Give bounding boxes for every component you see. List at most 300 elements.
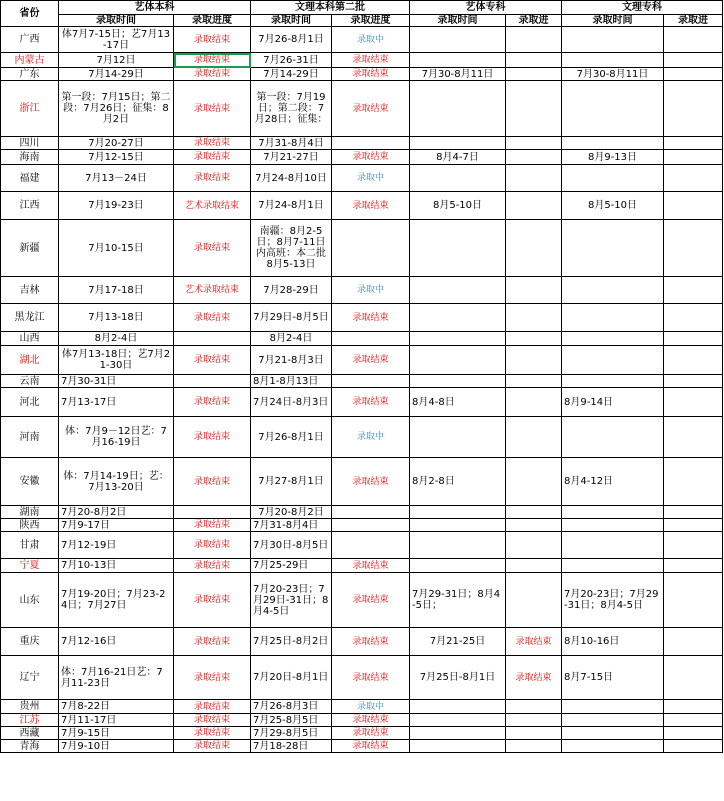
status-text: 录取结束 [352, 355, 389, 365]
progress-cell[interactable] [174, 727, 251, 740]
progress-cell[interactable] [174, 53, 251, 68]
status-text: 录取结束 [193, 355, 230, 365]
time-cell[interactable]: 8月2-4日 [59, 332, 174, 346]
table-row [1, 346, 723, 375]
progress-cell[interactable] [174, 532, 251, 559]
progress-cell[interactable] [664, 137, 723, 150]
time-cell[interactable]: 8月9-13日 [562, 150, 664, 165]
time-cell[interactable] [562, 532, 664, 559]
province-cell[interactable]: 云南 [1, 375, 59, 388]
time-cell[interactable]: 7月21-27日 [251, 150, 332, 165]
progress-cell[interactable] [664, 220, 723, 277]
header-group-arts-sci-batch2[interactable]: 文理本科第二批 [251, 1, 410, 15]
time-cell[interactable] [562, 714, 664, 727]
progress-cell[interactable] [506, 417, 562, 458]
time-cell[interactable] [562, 165, 664, 192]
province-cell[interactable]: 内蒙古 [1, 53, 59, 68]
progress-cell[interactable] [506, 700, 562, 714]
status-text: 录取结束 [352, 715, 389, 725]
province-cell[interactable]: 海南 [1, 150, 59, 165]
header-time[interactable]: 录取时间 [562, 15, 664, 27]
time-cell[interactable] [410, 165, 506, 192]
time-cell[interactable]: 7月24-8月1日 [251, 192, 332, 220]
time-cell[interactable] [562, 506, 664, 519]
header-progress[interactable]: 录取进 [506, 15, 562, 27]
progress-cell[interactable] [506, 573, 562, 628]
time-cell[interactable] [410, 27, 506, 53]
time-cell[interactable]: 7月27-8月1日 [251, 458, 332, 506]
table-row [1, 304, 723, 332]
status-text: 录取结束 [193, 55, 230, 65]
table-row [1, 519, 723, 532]
time-cell[interactable]: 7月19-20日；7月23-24日；7月27日 [59, 573, 174, 628]
time-cell[interactable]: 8月5-10日 [410, 192, 506, 220]
time-cell[interactable]: 7月12日 [59, 53, 174, 68]
progress-cell[interactable] [506, 53, 562, 68]
time-cell[interactable] [562, 519, 664, 532]
province-cell[interactable]: 四川 [1, 137, 59, 150]
progress-cell[interactable] [332, 519, 410, 532]
time-cell[interactable]: 7月25日-8月2日 [251, 628, 332, 656]
time-cell[interactable] [410, 559, 506, 573]
progress-cell[interactable] [506, 532, 562, 559]
progress-cell[interactable] [664, 417, 723, 458]
time-cell[interactable] [562, 332, 664, 346]
table-row [1, 714, 723, 727]
province-cell[interactable]: 广西 [1, 27, 59, 53]
progress-cell[interactable] [332, 458, 410, 506]
time-cell[interactable] [562, 220, 664, 277]
status-text: 录取结束 [352, 55, 389, 65]
progress-cell[interactable] [506, 458, 562, 506]
progress-cell[interactable] [174, 506, 251, 519]
time-cell[interactable] [410, 519, 506, 532]
time-cell[interactable]: 7月18-28日 [251, 740, 332, 753]
progress-cell[interactable] [664, 740, 723, 753]
progress-cell[interactable] [506, 81, 562, 137]
time-cell[interactable]: 8月7-15日 [562, 656, 664, 700]
progress-cell[interactable] [174, 150, 251, 165]
progress-cell[interactable] [664, 727, 723, 740]
progress-cell[interactable] [506, 375, 562, 388]
progress-cell[interactable] [332, 68, 410, 81]
time-cell[interactable]: 7月25日-8月1日 [410, 656, 506, 700]
province-cell[interactable]: 黑龙江 [1, 304, 59, 332]
time-cell[interactable] [562, 740, 664, 753]
province-cell[interactable]: 浙江 [1, 81, 59, 137]
progress-cell[interactable] [332, 375, 410, 388]
time-cell[interactable]: 7月20-27日 [59, 137, 174, 150]
status-text: 录取结束 [193, 701, 230, 712]
progress-cell[interactable] [332, 332, 410, 346]
time-cell[interactable]: 第一段：7月19日；第二段：7月28日；征集： [251, 81, 332, 137]
time-cell[interactable]: 7月21-25日 [410, 628, 506, 656]
progress-cell[interactable] [506, 559, 562, 573]
time-cell[interactable]: 7月26-8月1日 [251, 27, 332, 53]
time-cell[interactable]: 7月19-23日 [59, 192, 174, 220]
header-progress[interactable]: 录取进度 [332, 15, 410, 27]
time-cell[interactable]: 7月13－24日 [59, 165, 174, 192]
status-text: 录取结束 [193, 69, 230, 79]
progress-cell[interactable] [664, 628, 723, 656]
header-time[interactable]: 录取时间 [410, 15, 506, 27]
time-cell[interactable]: 7月28-29日 [251, 277, 332, 304]
progress-cell[interactable] [174, 656, 251, 700]
progress-cell[interactable] [664, 532, 723, 559]
province-cell[interactable]: 河南 [1, 417, 59, 458]
table-row [1, 700, 723, 714]
time-cell[interactable] [410, 220, 506, 277]
time-cell[interactable] [562, 53, 664, 68]
progress-cell[interactable] [174, 220, 251, 277]
progress-cell[interactable] [174, 375, 251, 388]
progress-cell[interactable] [664, 700, 723, 714]
progress-cell[interactable] [332, 714, 410, 727]
progress-cell[interactable] [174, 137, 251, 150]
time-cell[interactable]: 7月30-8月11日 [410, 68, 506, 81]
status-text: 录取中 [356, 701, 384, 712]
province-cell[interactable]: 福建 [1, 165, 59, 192]
progress-cell[interactable] [332, 220, 410, 277]
progress-cell[interactable] [174, 81, 251, 137]
progress-cell[interactable] [506, 137, 562, 150]
header-province[interactable]: 省份 [1, 1, 59, 27]
time-cell[interactable]: 7月26-8月1日 [251, 417, 332, 458]
province-cell[interactable]: 陕西 [1, 519, 59, 532]
status-text: 艺术录取结束 [184, 200, 239, 211]
progress-cell[interactable] [506, 27, 562, 53]
progress-cell[interactable] [332, 304, 410, 332]
time-cell[interactable]: 7月12-15日 [59, 150, 174, 165]
time-cell[interactable]: 7月10-13日 [59, 559, 174, 573]
time-cell[interactable]: 7月20-23日；7月29-31日；8月4-5日 [562, 573, 664, 628]
progress-cell[interactable] [174, 458, 251, 506]
time-cell[interactable]: 7月29-31日；8月4-5日； [410, 573, 506, 628]
progress-cell[interactable] [506, 346, 562, 375]
time-cell[interactable] [410, 417, 506, 458]
time-cell[interactable] [562, 700, 664, 714]
progress-cell[interactable] [664, 277, 723, 304]
table-row [1, 375, 723, 388]
progress-cell[interactable] [174, 332, 251, 346]
time-cell[interactable]: 体7月7-15日；艺7月13-17日 [59, 27, 174, 53]
progress-cell[interactable] [332, 27, 410, 53]
progress-cell[interactable] [664, 559, 723, 573]
time-cell[interactable]: 7月9-17日 [59, 519, 174, 532]
time-cell[interactable] [410, 53, 506, 68]
table-row [1, 656, 723, 700]
time-cell[interactable] [562, 277, 664, 304]
time-cell[interactable]: 7月9-15日 [59, 727, 174, 740]
progress-cell[interactable] [664, 68, 723, 81]
time-cell[interactable]: 7月25-8月5日 [251, 714, 332, 727]
progress-cell[interactable] [174, 277, 251, 304]
time-cell[interactable]: 7月20-23日；7月29日-31日；8月4-5日 [251, 573, 332, 628]
province-cell[interactable]: 吉林 [1, 277, 59, 304]
progress-cell[interactable] [332, 573, 410, 628]
progress-cell[interactable] [664, 150, 723, 165]
time-cell[interactable]: 7月26-31日 [251, 53, 332, 68]
progress-cell[interactable] [332, 192, 410, 220]
status-text: 录取结束 [352, 636, 389, 647]
progress-cell[interactable] [174, 519, 251, 532]
progress-cell[interactable] [664, 375, 723, 388]
progress-cell[interactable] [174, 68, 251, 81]
province-cell[interactable]: 青海 [1, 740, 59, 753]
progress-cell[interactable] [664, 388, 723, 417]
progress-cell[interactable] [506, 727, 562, 740]
time-cell[interactable]: 7月26-8月3日 [251, 700, 332, 714]
progress-cell[interactable] [664, 81, 723, 137]
progress-cell[interactable] [332, 740, 410, 753]
time-cell[interactable] [562, 727, 664, 740]
progress-cell[interactable] [664, 192, 723, 220]
progress-cell[interactable] [506, 220, 562, 277]
progress-cell[interactable] [174, 740, 251, 753]
progress-cell[interactable] [332, 727, 410, 740]
time-cell[interactable]: 7月30日-8月5日 [251, 532, 332, 559]
province-cell[interactable]: 重庆 [1, 628, 59, 656]
progress-cell[interactable] [174, 346, 251, 375]
time-cell[interactable]: 7月11-17日 [59, 714, 174, 727]
status-text: 录取结束 [352, 672, 389, 683]
progress-cell[interactable] [664, 346, 723, 375]
progress-cell[interactable] [506, 304, 562, 332]
progress-cell[interactable] [332, 559, 410, 573]
time-cell[interactable] [410, 277, 506, 304]
province-cell[interactable]: 江苏 [1, 714, 59, 727]
time-cell[interactable] [410, 375, 506, 388]
province-cell[interactable]: 宁夏 [1, 559, 59, 573]
time-cell[interactable] [410, 81, 506, 137]
status-text: 艺术录取结束 [184, 285, 239, 295]
time-cell[interactable] [410, 137, 506, 150]
progress-cell[interactable] [506, 628, 562, 656]
province-cell[interactable]: 安徽 [1, 458, 59, 506]
time-cell[interactable]: 7月30-8月11日 [562, 68, 664, 81]
time-cell[interactable]: 7月8-22日 [59, 700, 174, 714]
progress-cell[interactable] [506, 519, 562, 532]
progress-cell[interactable] [174, 27, 251, 53]
header-time[interactable]: 录取时间 [59, 15, 174, 27]
header-group-art-college[interactable]: 艺体专科 [410, 1, 562, 15]
time-cell[interactable]: 7月29日-8月5日 [251, 304, 332, 332]
progress-cell[interactable] [506, 388, 562, 417]
progress-cell[interactable] [506, 192, 562, 220]
progress-cell[interactable] [664, 165, 723, 192]
progress-cell[interactable] [506, 656, 562, 700]
table-row [1, 165, 723, 192]
province-cell[interactable]: 湖南 [1, 506, 59, 519]
time-cell[interactable] [410, 740, 506, 753]
time-cell[interactable]: 7月24日-8月3日 [251, 388, 332, 417]
time-cell[interactable]: 8月2-4日 [251, 332, 332, 346]
time-cell[interactable]: 7月12-16日 [59, 628, 174, 656]
time-cell[interactable] [410, 532, 506, 559]
progress-cell[interactable] [332, 656, 410, 700]
status-text: 录取结束 [193, 560, 230, 571]
progress-cell[interactable] [174, 388, 251, 417]
time-cell[interactable]: 8月5-10日 [562, 192, 664, 220]
progress-cell[interactable] [506, 740, 562, 753]
progress-cell[interactable] [506, 506, 562, 519]
status-text: 录取结束 [193, 397, 230, 407]
province-cell[interactable]: 江西 [1, 192, 59, 220]
time-cell[interactable]: 8月9-14日 [562, 388, 664, 417]
time-cell[interactable]: 7月30-31日 [59, 375, 174, 388]
progress-cell[interactable] [664, 573, 723, 628]
progress-cell[interactable] [174, 700, 251, 714]
time-cell[interactable] [562, 375, 664, 388]
province-cell[interactable]: 西藏 [1, 727, 59, 740]
time-cell[interactable]: 8月4-8日 [410, 388, 506, 417]
progress-cell[interactable] [332, 81, 410, 137]
time-cell[interactable] [562, 304, 664, 332]
time-cell[interactable]: 8月1-8月13日 [251, 375, 332, 388]
time-cell[interactable] [410, 346, 506, 375]
time-cell[interactable]: 7月29-8月5日 [251, 727, 332, 740]
progress-cell[interactable] [506, 277, 562, 304]
province-cell[interactable]: 贵州 [1, 700, 59, 714]
status-text: 录取结束 [352, 152, 389, 162]
progress-cell[interactable] [332, 417, 410, 458]
time-cell[interactable]: 7月17-18日 [59, 277, 174, 304]
time-cell[interactable]: 7月25-29日 [251, 559, 332, 573]
table-row [1, 417, 723, 458]
time-cell[interactable]: 7月20-8月2日 [59, 506, 174, 519]
progress-cell[interactable] [664, 458, 723, 506]
time-cell[interactable]: 7月12-19日 [59, 532, 174, 559]
time-cell[interactable] [410, 332, 506, 346]
progress-cell[interactable] [664, 304, 723, 332]
time-cell[interactable]: 8月10-16日 [562, 628, 664, 656]
progress-cell[interactable] [332, 150, 410, 165]
time-cell[interactable]: 7月10-15日 [59, 220, 174, 277]
progress-cell[interactable] [506, 332, 562, 346]
progress-cell[interactable] [664, 27, 723, 53]
header-time[interactable]: 录取时间 [251, 15, 332, 27]
time-cell[interactable] [410, 727, 506, 740]
time-cell[interactable]: 7月13-17日 [59, 388, 174, 417]
time-cell[interactable]: 7月21-8月3日 [251, 346, 332, 375]
progress-cell[interactable] [664, 519, 723, 532]
time-cell[interactable] [562, 137, 664, 150]
table-row [1, 559, 723, 573]
status-text: 录取结束 [515, 672, 552, 683]
time-cell[interactable] [562, 81, 664, 137]
time-cell[interactable]: 7月20日-8月1日 [251, 656, 332, 700]
time-cell[interactable] [562, 559, 664, 573]
province-cell[interactable]: 甘肃 [1, 532, 59, 559]
time-cell[interactable]: 7月24-8月10日 [251, 165, 332, 192]
time-cell[interactable] [562, 346, 664, 375]
progress-cell[interactable] [664, 332, 723, 346]
table-row [1, 150, 723, 165]
progress-cell[interactable] [332, 277, 410, 304]
time-cell[interactable]: 7月14-29日 [59, 68, 174, 81]
header-group-art-undergrad[interactable]: 艺体本科 [59, 1, 251, 15]
time-cell[interactable] [410, 700, 506, 714]
status-text: 录取结束 [352, 312, 389, 323]
province-cell[interactable]: 辽宁 [1, 656, 59, 700]
progress-cell[interactable] [174, 165, 251, 192]
progress-cell[interactable] [174, 417, 251, 458]
progress-cell[interactable] [174, 573, 251, 628]
time-cell[interactable] [562, 417, 664, 458]
time-cell[interactable]: 体7月13-18日；艺7月21-30日 [59, 346, 174, 375]
province-cell[interactable]: 山西 [1, 332, 59, 346]
progress-cell[interactable] [332, 506, 410, 519]
time-cell[interactable]: 8月2-8日 [410, 458, 506, 506]
progress-cell[interactable] [174, 714, 251, 727]
province-cell[interactable]: 新疆 [1, 220, 59, 277]
time-cell[interactable]: 第一段：7月15日；第二段：7月26日；征集：8月2日 [59, 81, 174, 137]
time-cell[interactable]: 7月9-10日 [59, 740, 174, 753]
table-row [1, 458, 723, 506]
time-cell[interactable]: 8月4-12日 [562, 458, 664, 506]
progress-cell[interactable] [506, 714, 562, 727]
table-row [1, 192, 723, 220]
province-cell[interactable]: 山东 [1, 573, 59, 628]
time-cell[interactable]: 体：7月14-19日；艺：7月13-20日 [59, 458, 174, 506]
status-text: 录取结束 [352, 595, 389, 605]
time-cell[interactable] [562, 27, 664, 53]
progress-cell[interactable] [332, 700, 410, 714]
progress-cell[interactable] [506, 165, 562, 192]
time-cell[interactable]: 7月20-8月2日 [251, 506, 332, 519]
progress-cell[interactable] [174, 628, 251, 656]
header-progress[interactable]: 录取进 [664, 15, 723, 27]
status-text: 录取中 [356, 432, 384, 442]
status-text: 录取结束 [193, 152, 230, 162]
progress-cell[interactable] [174, 192, 251, 220]
progress-cell[interactable] [664, 53, 723, 68]
progress-cell[interactable] [332, 628, 410, 656]
progress-cell[interactable] [174, 559, 251, 573]
progress-cell[interactable] [506, 68, 562, 81]
progress-cell[interactable] [664, 506, 723, 519]
progress-cell[interactable] [664, 714, 723, 727]
progress-cell[interactable] [332, 346, 410, 375]
progress-cell[interactable] [506, 150, 562, 165]
header-progress[interactable]: 录取进度 [174, 15, 251, 27]
time-cell[interactable]: 7月31-8月4日 [251, 137, 332, 150]
table-row [1, 81, 723, 137]
time-cell[interactable]: 体：7月16-21日艺：7月11-23日 [59, 656, 174, 700]
time-cell[interactable]: 7月14-29日 [251, 68, 332, 81]
progress-cell[interactable] [174, 304, 251, 332]
time-cell[interactable] [410, 506, 506, 519]
header-group-arts-sci-college[interactable]: 文理专科 [562, 1, 723, 15]
time-cell[interactable]: 体：7月9－12日艺：7月16-19日 [59, 417, 174, 458]
time-cell[interactable]: 8月4-7日 [410, 150, 506, 165]
table-row [1, 277, 723, 304]
time-cell[interactable]: 南疆：8月2-5日；8月7-11日内高班：本二批8月5-13日 [251, 220, 332, 277]
progress-cell[interactable] [332, 388, 410, 417]
time-cell[interactable]: 7月13-18日 [59, 304, 174, 332]
province-cell[interactable]: 湖北 [1, 346, 59, 375]
time-cell[interactable] [410, 304, 506, 332]
progress-cell[interactable] [332, 532, 410, 559]
time-cell[interactable] [410, 714, 506, 727]
province-cell[interactable]: 广东 [1, 68, 59, 81]
time-cell[interactable]: 7月31-8月4日 [251, 519, 332, 532]
progress-cell[interactable] [332, 165, 410, 192]
province-cell[interactable]: 河北 [1, 388, 59, 417]
progress-cell[interactable] [332, 53, 410, 68]
progress-cell[interactable] [664, 656, 723, 700]
progress-cell[interactable] [332, 137, 410, 150]
